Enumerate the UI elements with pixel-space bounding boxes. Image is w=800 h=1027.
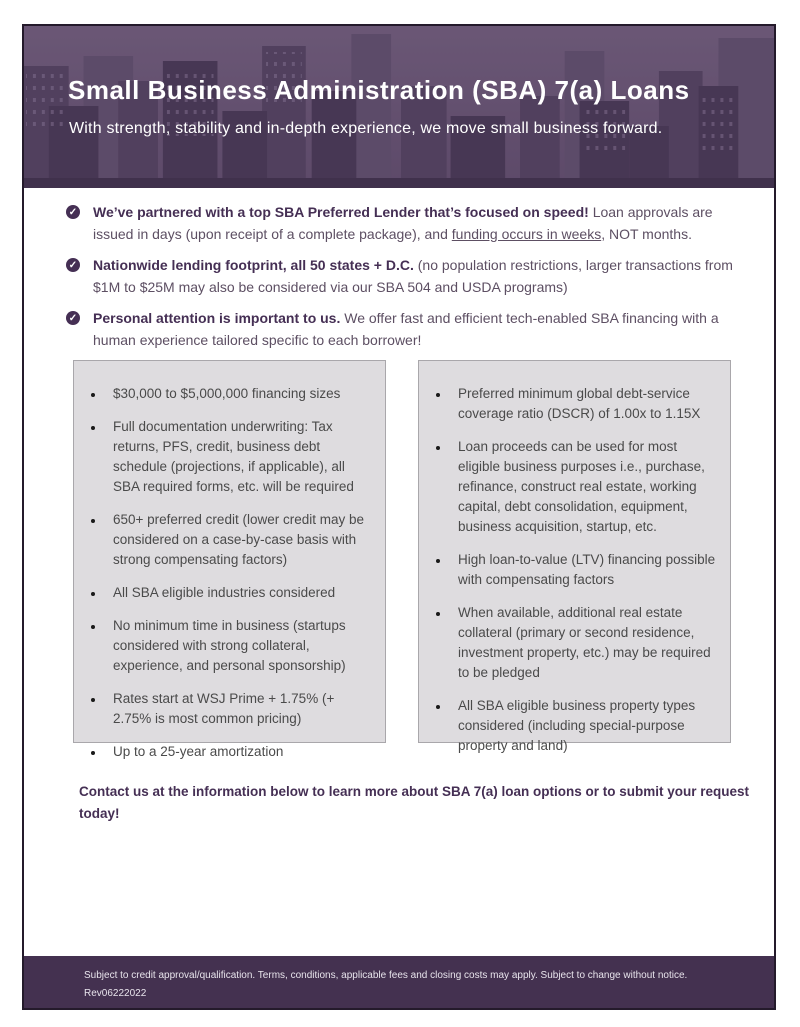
list-item: • High loan-to-value (LTV) financing possible with compensating factors: [450, 550, 718, 590]
contact-cta: Contact us at the information below to learn more about SBA 7(a) loan options or to submit your request today!: [79, 784, 750, 821]
list-item: • All SBA eligible industries considered: [105, 583, 373, 603]
loan-usage-box: [418, 360, 731, 753]
flyer-page: [22, 24, 776, 1010]
highlight-item: [66, 201, 750, 245]
list-item: • All SBA eligible business property types considered (including special-purpose property and land): [450, 696, 718, 756]
highlight-underlined: funding occurs in weeks: [451, 226, 602, 242]
highlight-rest: We offer fast and efficient tech-enabled SBA financing with a human experience tailored specific to each borrower!: [93, 310, 719, 348]
loan-usage-list: [433, 384, 718, 756]
disclaimer-line: Subject to credit approval/qualification. Terms, conditions, applicable fees and closing costs may apply. Subject to change without notice.: [84, 970, 688, 981]
highlight-rest: (no population restrictions, larger transactions from $1M to $25M may also be considered via our SBA 504 and USDA programs): [93, 257, 733, 295]
highlight-bold: Nationwide lending footprint, all 50 states + D.C.: [93, 257, 414, 273]
list-item: • Loan proceeds can be used for most eligible business purposes i.e., purchase, refinance, construct real estate, working capital, debt consolidation, equipment, business acquisition, startup, etc.: [450, 437, 718, 537]
list-item: • Preferred minimum global debt-service coverage ratio (DSCR) of 1.00x to 1.15X: [450, 384, 718, 424]
highlight-bold: We’ve partnered with a top SBA Preferred Lender that’s focused on speed!: [93, 204, 589, 220]
page-title: Small Business Administration (SBA) 7(a) Loans: [68, 75, 690, 105]
list-item: • Up to a 25-year amortization: [105, 742, 373, 762]
highlight-list: [24, 201, 774, 351]
highlight-item: [66, 254, 750, 298]
list-item: • $30,000 to $5,000,000 financing sizes: [105, 384, 373, 404]
detail-boxes: [73, 360, 774, 759]
highlight-item: [66, 307, 750, 351]
list-item: • 650+ preferred credit (lower credit may be considered on a case-by-case basis with strong compensating factors): [105, 510, 373, 570]
footer-disclaimer: [24, 956, 774, 1008]
list-item: • When available, additional real estate collateral (primary or second residence, investment property, etc.) may be required to be pledged: [450, 603, 718, 683]
list-item: • Full documentation underwriting: Tax returns, PFS, credit, business debt schedule (projections, if applicable), all SBA required forms, etc. will be required: [105, 417, 373, 497]
highlight-text: [93, 307, 750, 351]
check-circle-icon: ✓: [66, 258, 80, 272]
check-circle-icon: ✓: [66, 311, 80, 325]
header-banner: [24, 26, 774, 188]
revision-number: Rev06222022: [84, 987, 147, 999]
highlight-rest: , NOT months.: [601, 226, 692, 242]
list-item: • Rates start at WSJ Prime + 1.75% (+ 2.75% is most common pricing): [105, 689, 373, 729]
header-text-block: [24, 26, 774, 138]
loan-terms-box: [73, 360, 386, 759]
loan-terms-list: [88, 384, 373, 762]
highlight-bold: Personal attention is important to us.: [93, 310, 341, 326]
highlight-rest: Loan approvals are issued in days (upon receipt of a complete package), and: [93, 204, 713, 242]
check-circle-icon: ✓: [66, 205, 80, 219]
highlight-text: [93, 254, 750, 298]
highlight-text: [93, 201, 750, 245]
page-subtitle: With strength, stability and in-depth experience, we move small business forward.: [69, 119, 663, 137]
list-item: • No minimum time in business (startups considered with strong collateral, experience, and personal sponsorship): [105, 616, 373, 676]
